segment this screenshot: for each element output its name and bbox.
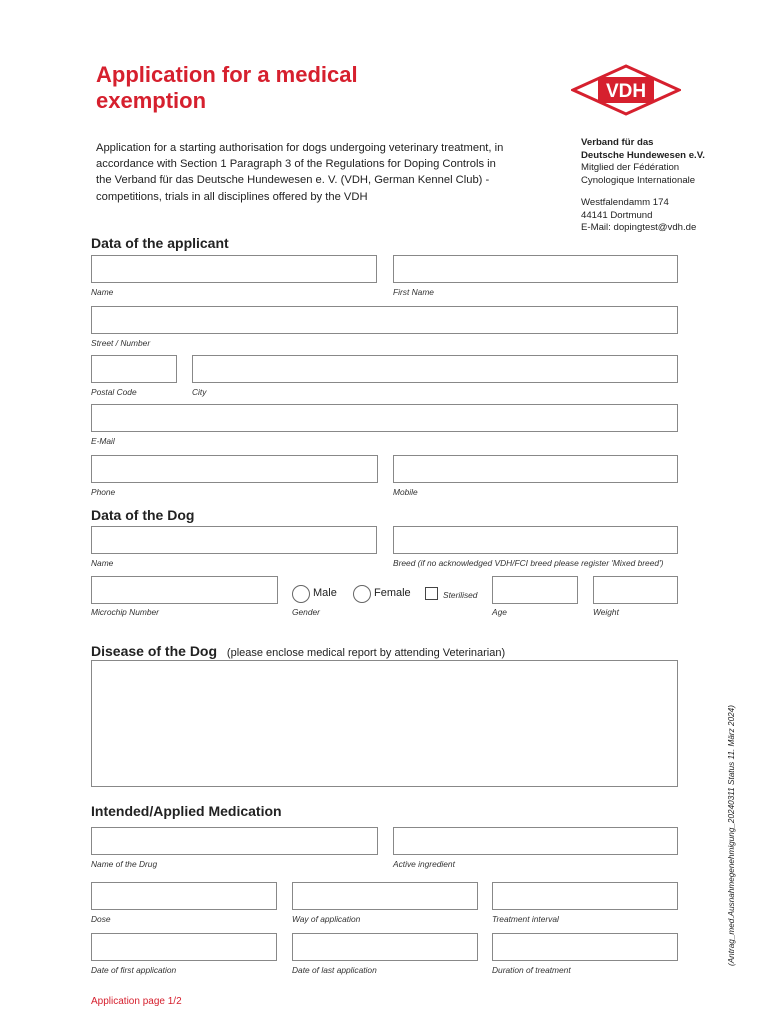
applicant-name-label: Name	[91, 287, 114, 297]
last-application-field[interactable]	[292, 933, 478, 961]
treatment-interval-field[interactable]	[492, 882, 678, 910]
dog-breed-label: Breed (if no acknowledged VDH/FCI breed please register 'Mixed breed')	[393, 558, 664, 568]
org-street: Westfalendamm 174	[581, 197, 669, 208]
page-number: Application page 1/2	[91, 996, 182, 1007]
medication-heading: Intended/Applied Medication	[91, 803, 282, 819]
last-application-label: Date of last application	[292, 965, 377, 975]
dog-microchip-field[interactable]	[91, 576, 278, 604]
applicant-street-field[interactable]	[91, 306, 678, 334]
intro-text: Application for a starting authorisation for dogs undergoing veterinary treatment, in accordance with Section 1 Paragraph 3 of the Regulations for Doping Controls in the Verband für das Deutsche Hundewesen e. V. (VDH, German Kennel Club) - competitions, trials in all disciplines offered by the VDH	[96, 142, 504, 203]
disease-heading	[91, 643, 505, 659]
organization-block	[581, 137, 741, 187]
active-ingredient-field[interactable]	[393, 827, 678, 855]
treatment-duration-label: Duration of treatment	[492, 965, 571, 975]
applicant-city-field[interactable]	[192, 355, 678, 383]
dog-gender-label: Gender	[292, 607, 320, 617]
page-title	[96, 62, 426, 114]
dog-age-label: Age	[492, 607, 507, 617]
active-ingredient-label: Active ingredient	[393, 859, 455, 869]
dog-microchip-label: Microchip Number	[91, 607, 159, 617]
applicant-first-name-label: First Name	[393, 287, 434, 297]
document-status-note: (Antrag_med.Ausnahmegenehmigung_20240311 Status 11. März 2024)	[727, 705, 736, 966]
org-name-line-1: Verband für das	[581, 137, 654, 148]
gender-male-label: Male	[313, 587, 337, 599]
applicant-phone-field[interactable]	[91, 455, 378, 483]
disease-heading-text: Disease of the Dog	[91, 643, 218, 659]
dog-breed-field[interactable]	[393, 526, 678, 554]
disease-description-field[interactable]	[91, 660, 678, 787]
disease-note: (please enclose medical report by attending Veterinarian)	[226, 647, 506, 659]
org-name-line-2: Deutsche Hundewesen e.V.	[581, 149, 705, 161]
applicant-city-label: City	[192, 387, 207, 397]
first-application-label: Date of first application	[91, 965, 177, 975]
applicant-mobile-field[interactable]	[393, 455, 678, 483]
gender-male-radio[interactable]	[292, 585, 310, 603]
applicant-mobile-label: Mobile	[393, 487, 418, 497]
applicant-postal-field[interactable]	[91, 355, 177, 383]
sterilised-label: Sterilised	[443, 590, 478, 600]
sterilised-checkbox[interactable]	[425, 587, 438, 600]
applicant-street-label: Street / Number	[91, 338, 151, 348]
vdh-logo	[571, 64, 681, 116]
way-of-application-label: Way of application	[292, 914, 361, 924]
title-line-1: Application for a medical	[96, 62, 358, 87]
title-line-2: exemption	[96, 88, 207, 113]
org-email: E-Mail: dopingtest@vdh.de	[581, 222, 697, 234]
dose-field[interactable]	[91, 882, 277, 910]
gender-female-label: Female	[374, 587, 411, 599]
dog-name-field[interactable]	[91, 526, 377, 554]
applicant-email-field[interactable]	[91, 404, 678, 432]
applicant-first-name-field[interactable]	[393, 255, 678, 283]
dog-age-field[interactable]	[492, 576, 578, 604]
dose-label: Dose	[91, 914, 111, 924]
first-application-field[interactable]	[91, 933, 277, 961]
applicant-email-label: E-Mail	[91, 436, 115, 446]
applicant-name-field[interactable]	[91, 255, 377, 283]
org-member-line-2: Cynologique Internationale	[581, 174, 696, 186]
dog-weight-field[interactable]	[593, 576, 678, 604]
dog-name-label: Name	[91, 558, 114, 568]
drug-name-label: Name of the Drug	[91, 859, 158, 869]
dog-heading: Data of the Dog	[91, 507, 195, 523]
org-member-line-1: Mitglied der Fédération	[581, 162, 680, 174]
applicant-heading: Data of the applicant	[91, 235, 229, 251]
dog-weight-label: Weight	[593, 607, 619, 617]
treatment-interval-label: Treatment interval	[492, 914, 559, 924]
applicant-phone-label: Phone	[91, 487, 116, 497]
logo-text: VDH	[605, 81, 647, 102]
treatment-duration-field[interactable]	[492, 933, 678, 961]
org-city: 44141 Dortmund	[581, 209, 653, 221]
way-of-application-field[interactable]	[292, 882, 478, 910]
drug-name-field[interactable]	[91, 827, 378, 855]
applicant-postal-label: Postal Code	[91, 387, 137, 397]
address-block	[581, 197, 741, 235]
gender-female-radio[interactable]	[353, 585, 371, 603]
